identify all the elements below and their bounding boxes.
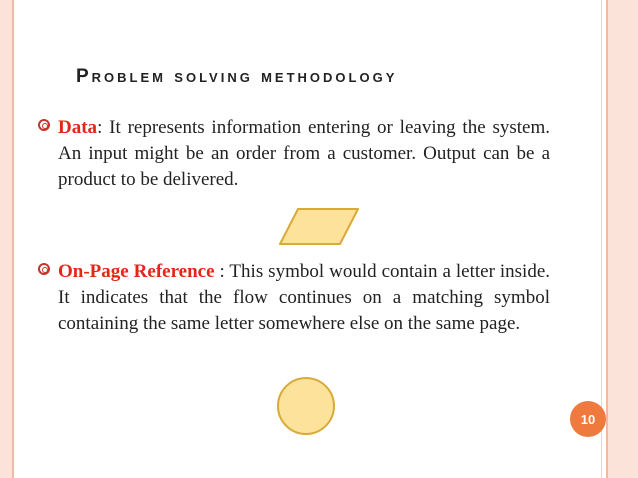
right-frame-line [606,0,608,478]
bullet-data-description: : It represents information entering or leaving the system. An input might be an order from a customer. Output can be a product to be delivered. [58,117,550,190]
left-frame-line [12,0,14,478]
bullet-data-text [58,115,550,193]
bullet-on-page-reference-term: On-Page Reference [58,261,215,282]
bullet-data-term: Data [58,117,98,138]
parallelogram-shape [280,209,358,244]
circle-bullet-icon [38,119,50,131]
slide-title: Problem solving methodology [76,66,398,87]
on-page-connector-circle-symbol [277,377,335,435]
bullet-data [38,115,550,193]
bullet-on-page-reference [38,259,550,337]
right-frame-band [606,0,638,478]
bullet-on-page-reference-description: : This symbol would contain a letter inside. It indicates that the flow continues on a matching symbol containing the same letter somewhere else on the same page. [58,261,550,334]
page-number-badge: 10 [570,401,606,437]
data-parallelogram-symbol [278,208,360,246]
circle-bullet-icon [38,263,50,275]
bullet-on-page-reference-text [58,259,550,337]
